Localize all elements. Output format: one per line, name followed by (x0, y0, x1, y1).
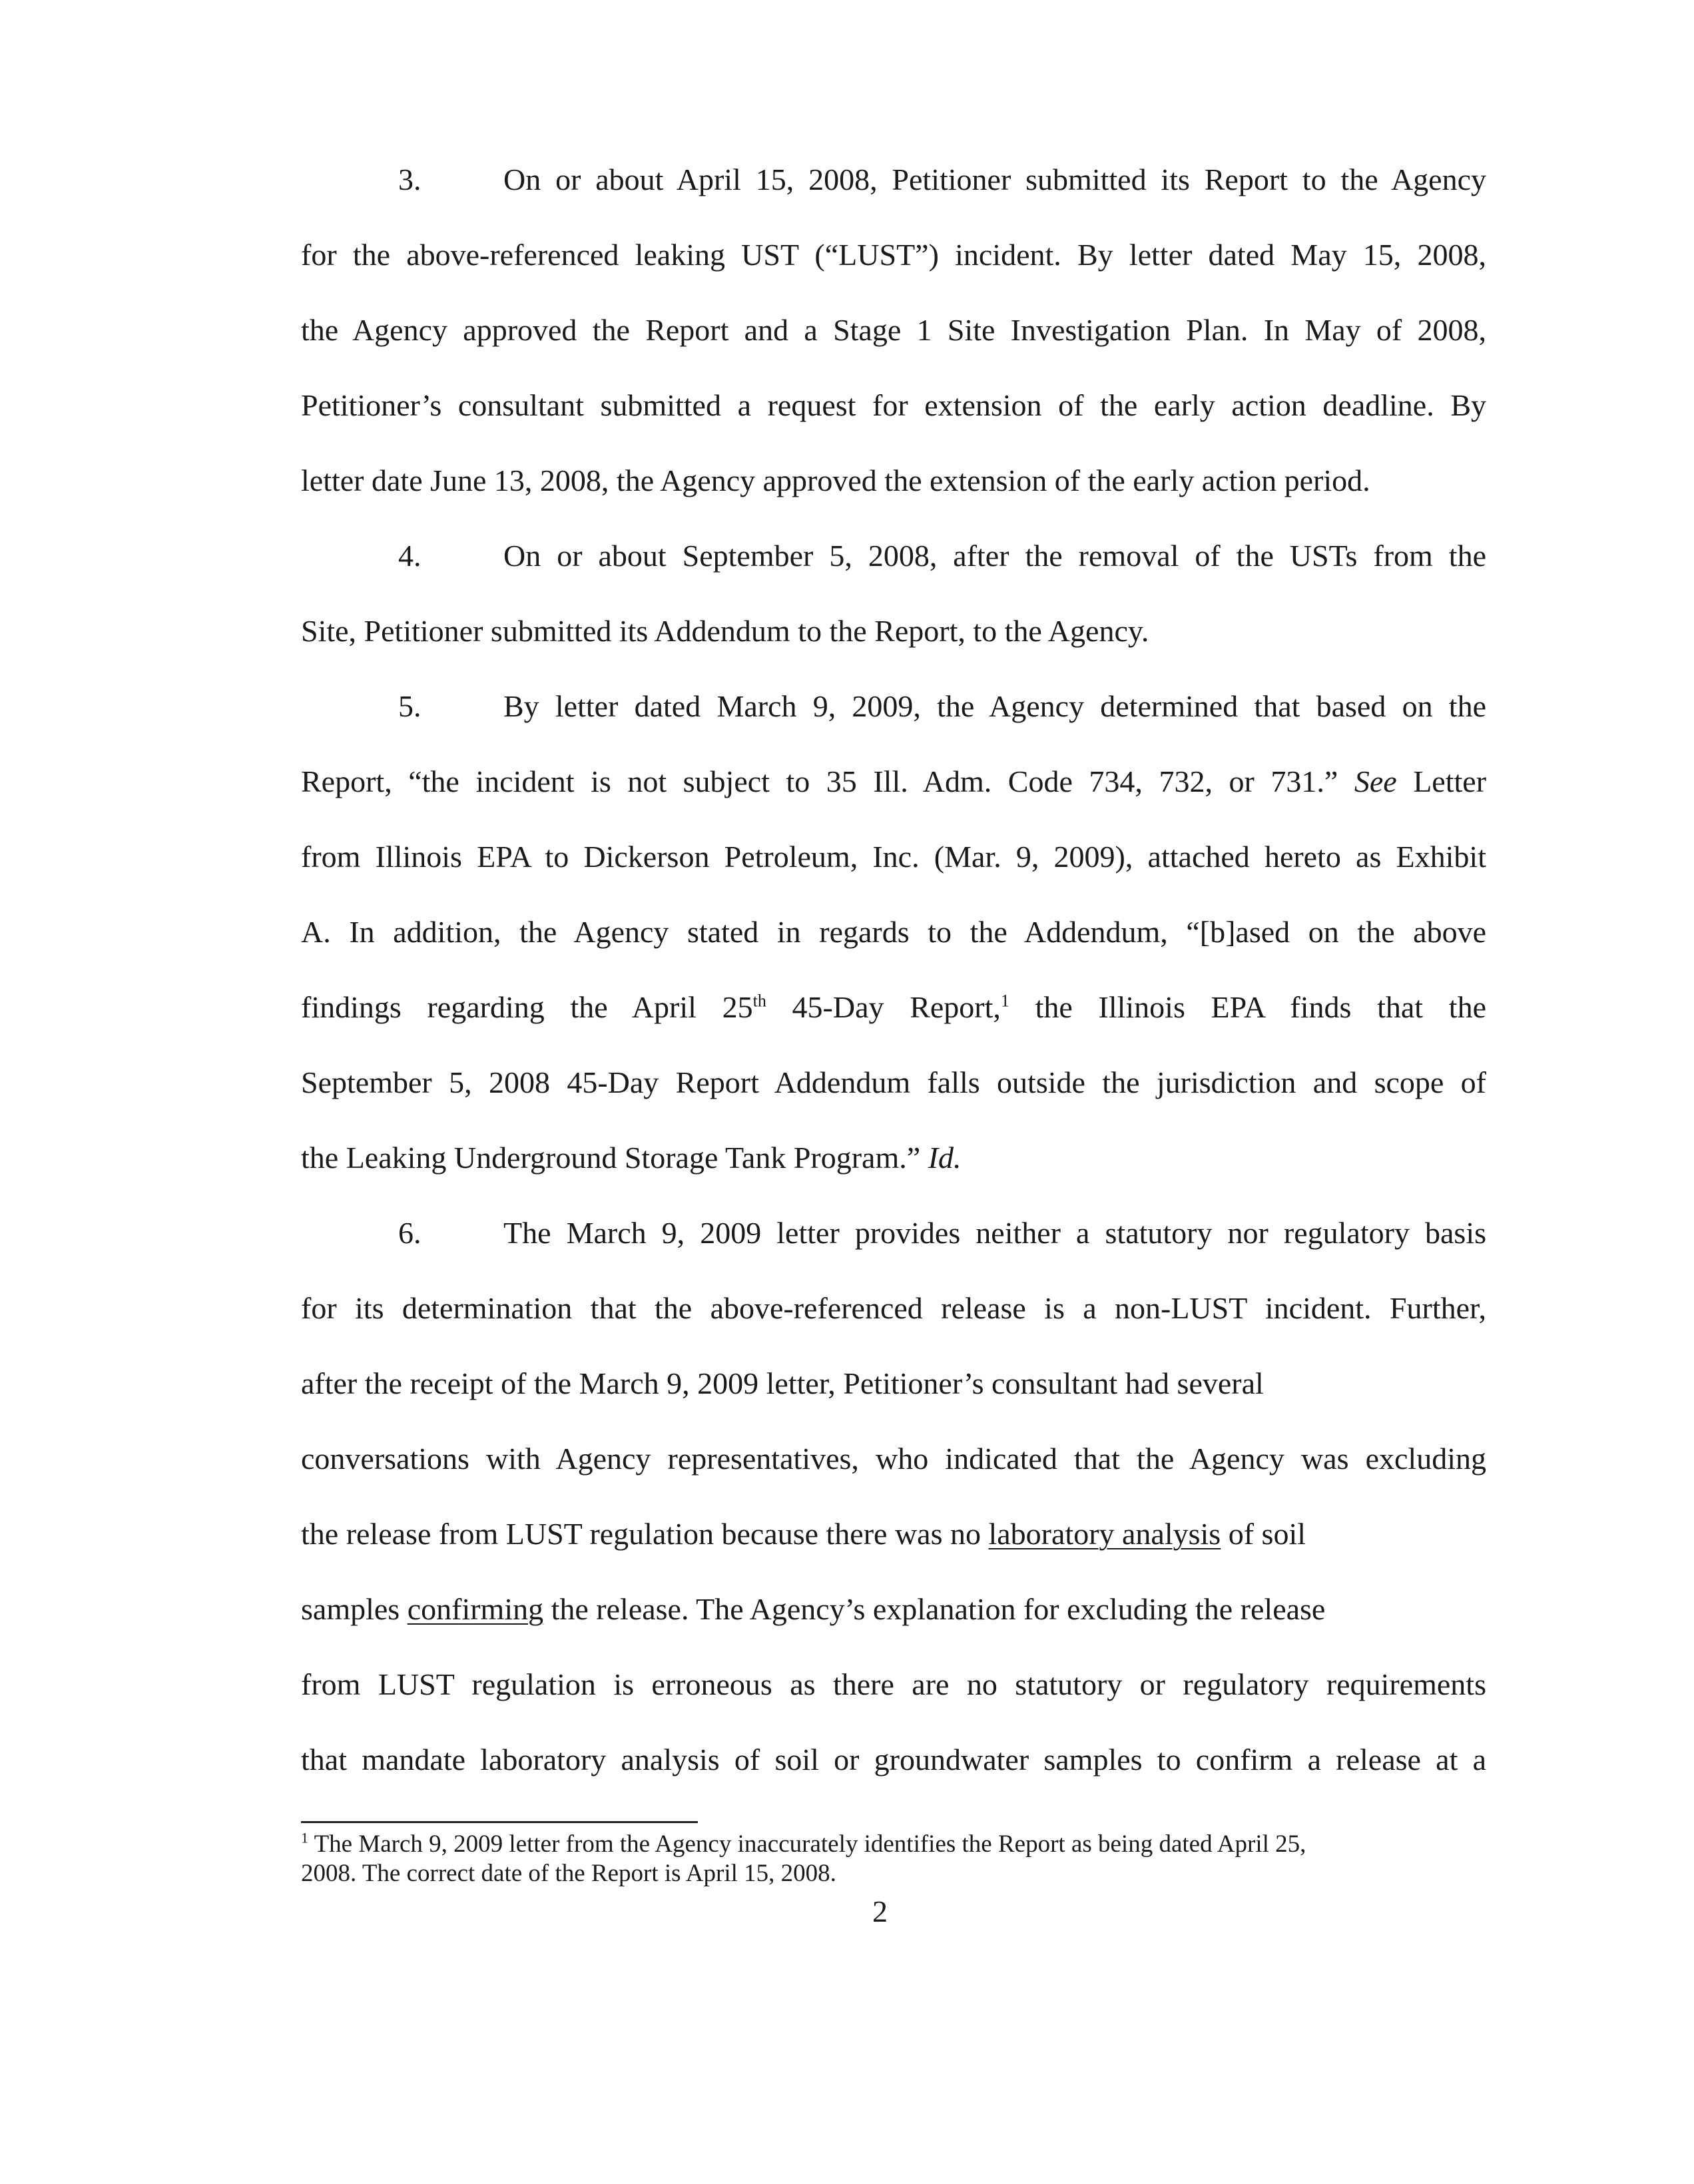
paragraph-6-line-3: after the receipt of the March 9, 2009 letter, Petitioner’s consultant had several (301, 1366, 1264, 1400)
paragraph-5-line-7: the Leaking Underground Storage Tank Program.” Id. (301, 1141, 962, 1175)
paragraph-3-line-1: 3. On or about April 15, 2008, Petitioner submitted its Report to the Agency (301, 161, 1486, 198)
paragraph-number: 6. (398, 1216, 422, 1250)
paragraph-6-line-4: conversations with Agency representatives, who indicated that the Agency was excluding (301, 1442, 1486, 1476)
paragraph-5-line-4: A. In addition, the Agency stated in regards to the Addendum, “[b]ased on the above (301, 915, 1486, 949)
underlined-word: confirming (407, 1592, 544, 1626)
paragraph-6-line-2: for its determination that the above-referenced release is a non-LUST incident. Further, (301, 1291, 1486, 1325)
paragraph-number: 5. (398, 689, 422, 723)
paragraph-6-line-1: 6. The March 9, 2009 letter provides neither a statutory nor regulatory basis (301, 1215, 1486, 1252)
paragraph-5-line-3: from Illinois EPA to Dickerson Petroleum, Inc. (Mar. 9, 2009), attached hereto as Exhibit (301, 840, 1486, 874)
paragraph-5-line-5: findings regarding the April 25th 45-Day Report,$^1$ the Illinois EPA finds that the (301, 990, 1486, 1024)
paragraph-3-line-2: for the above-referenced leaking UST (“LUST”) incident. By letter dated May 15, 2008, (301, 238, 1486, 272)
paragraph-3-line-5: letter date June 13, 2008, the Agency approved the extension of the early action period. (301, 463, 1370, 497)
paragraph-4-line-2: Site, Petitioner submitted its Addendum to the Report, to the Agency. (301, 614, 1149, 648)
paragraph-5-line-6: September 5, 2008 45-Day Report Addendum falls outside the jurisdiction and scope of (301, 1065, 1486, 1099)
paragraph-number: 4. (398, 539, 422, 573)
footnote-line-2: 2008. The correct date of the Report is April 15, 2008. (301, 1860, 836, 1887)
paragraph-5-line-2: Report, “the incident is not subject to 35 Ill. Adm. Code 734, 732, or 731.” See Letter (301, 764, 1487, 798)
paragraph-number: 3. (398, 162, 422, 196)
paragraph-4-line-1: 4. On or about September 5, 2008, after the removal of the USTs from the (301, 537, 1486, 575)
paragraph-6-line-6: samples confirming the release. The Agency’s explanation for excluding the release (301, 1592, 1326, 1626)
citation-id: Id. (928, 1141, 962, 1175)
ordinal-suffix: th (752, 991, 766, 1011)
paragraph-3-line-4: Petitioner’s consultant submitted a request for extension of the early action deadline. By (301, 388, 1486, 422)
paragraph-6-line-7: from LUST regulation is erroneous as there are no statutory or regulatory requirements (301, 1667, 1486, 1701)
citation-signal: See (1354, 764, 1397, 798)
footnote-reference[interactable]: 1 (1000, 991, 1009, 1011)
paragraph-5-line-1: 5. By letter dated March 9, 2009, the Agency determined that based on the (301, 688, 1486, 725)
underlined-phrase: laboratory analysis (988, 1517, 1221, 1551)
footnote-marker: 1 (301, 1829, 308, 1846)
page-number: 2 (872, 1894, 888, 1928)
paragraph-6-line-5: the release from LUST regulation because there was no laboratory analysis of soil (301, 1517, 1306, 1551)
footnote-line-1: $^1$ The March 9, 2009 letter from the Agency inaccurately identifies the Report as being dated April 25, (301, 1829, 1306, 1858)
footnote-separator (301, 1821, 698, 1823)
paragraph-6-line-8: that mandate laboratory analysis of soil or groundwater samples to confirm a release at a (301, 1743, 1486, 1776)
paragraph-3-line-3: the Agency approved the Report and a Stage 1 Site Investigation Plan. In May of 2008, (301, 313, 1486, 347)
